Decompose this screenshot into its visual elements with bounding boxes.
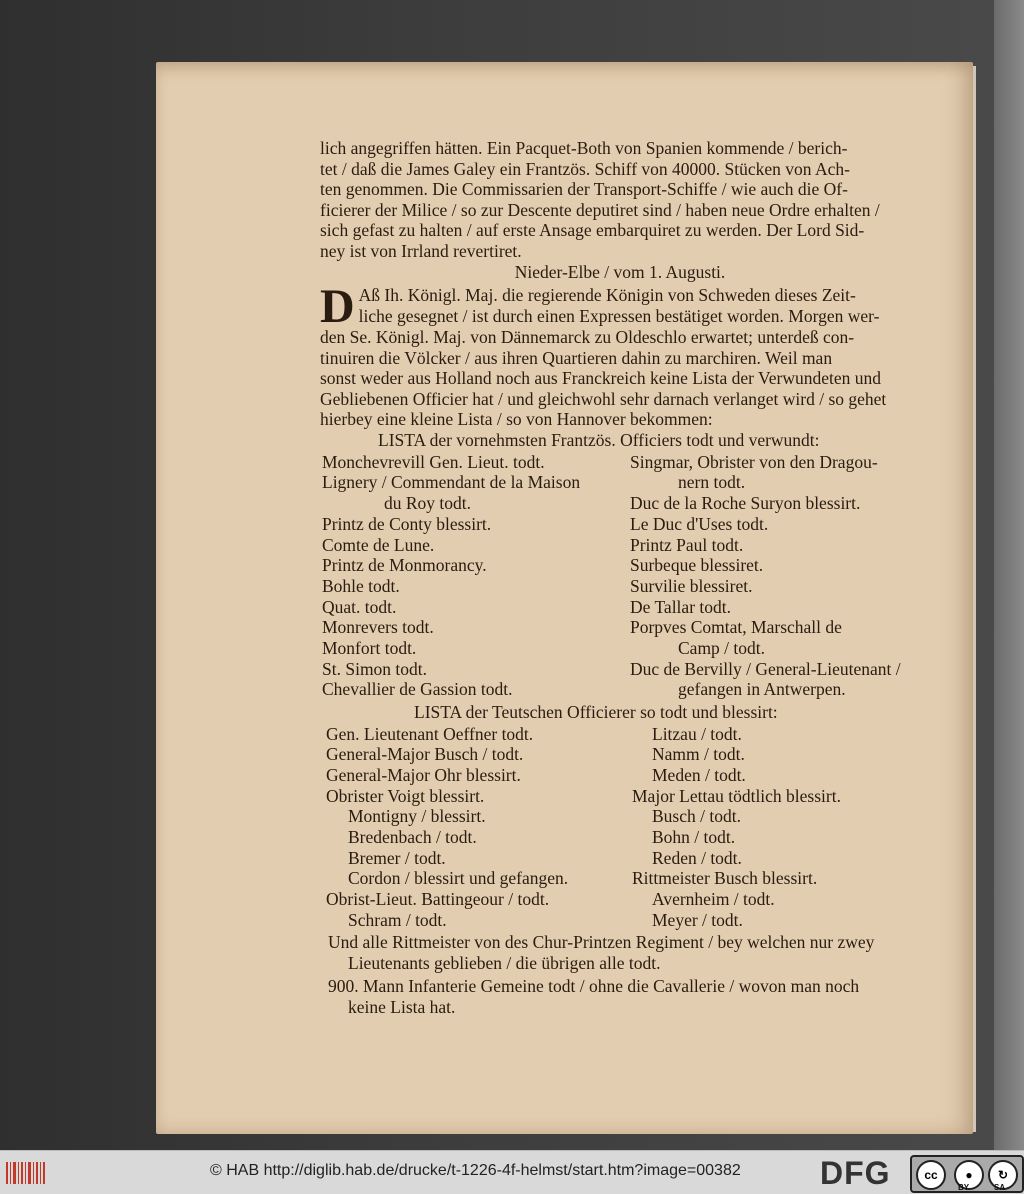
list1-right-item: Duc de Bervilly / General-Lieutenant /: [630, 659, 901, 679]
list2-left-item: Bremer / todt.: [348, 848, 446, 868]
list1-right-item: Printz Paul todt.: [630, 535, 744, 555]
list2-right-item: Avernheim / todt.: [652, 889, 775, 909]
by-icon: ●: [954, 1160, 984, 1190]
list1-left-item: Chevallier de Gassion todt.: [322, 679, 513, 699]
para-line: den Se. Königl. Maj. von Dännemarck zu Oldeschlo erwartet; unterdeß con-: [320, 327, 855, 347]
closing-line: keine Lista hat.: [348, 997, 456, 1017]
list2-left-item: Schram / todt.: [348, 910, 447, 930]
drop-cap: D: [320, 280, 355, 333]
main-paragraph: [320, 280, 923, 430]
barcode-icon: [4, 1159, 48, 1187]
list1-right-item: Le Duc d'Uses todt.: [630, 514, 769, 534]
cc-license-badge[interactable]: [910, 1155, 1024, 1193]
by-label: BY: [958, 1183, 970, 1192]
intro-line: ney ist von Irrland revertiret.: [320, 240, 522, 261]
list1-right-item: Porpves Comtat, Marschall de: [630, 617, 842, 637]
list1-left-item: Quat. todt.: [322, 597, 397, 617]
list1-right-item: Duc de la Roche Suryon blessirt.: [630, 493, 861, 513]
intro-line: ficierer der Milice / so zur Descente deputiret sind / haben neue Ordre erhalten /: [320, 199, 880, 220]
list2-left-item: General-Major Busch / todt.: [326, 744, 524, 764]
list1-left-item: Printz de Conty blessirt.: [322, 514, 492, 534]
list2-left-item: General-Major Ohr blessirt.: [326, 765, 521, 785]
list2-left-item: Obrist-Lieut. Battingeour / todt.: [326, 889, 550, 909]
intro-line: ten genommen. Die Commissarien der Transport-Schiffe / wie auch die Of-: [320, 179, 848, 200]
list2-title: LISTA der Teutschen Officierer so todt und blessirt:: [414, 702, 778, 722]
list1-right-item: Surbeque blessiret.: [630, 555, 764, 575]
list1-right-item: De Tallar todt.: [630, 597, 731, 617]
closing-line: Lieutenants geblieben / die übrigen alle todt.: [348, 953, 661, 973]
list2-right-item: Bohn / todt.: [652, 827, 736, 847]
list1-right-item: gefangen in Antwerpen.: [678, 679, 846, 699]
list1-right-item: Camp / todt.: [678, 638, 766, 658]
list2-left-item: Cordon / blessirt und gefangen.: [348, 868, 569, 888]
source-url[interactable]: © HAB http://diglib.hab.de/drucke/t-1226-4f-helmst/start.htm?image=00382: [210, 1162, 741, 1179]
list1-left-item: Comte de Lune.: [322, 535, 435, 555]
intro-line: tet / daß die James Galey ein Frantzös. Schiff von 40000. Stücken von Ach-: [320, 158, 850, 179]
intro-line: sich gefast zu halten / auf erste Ansage embarquiret zu werden. Der Lord Sid-: [320, 220, 865, 241]
sa-label: SA: [994, 1183, 1006, 1192]
scanner-edge: [994, 0, 1024, 1150]
sa-icon: ↻: [988, 1160, 1018, 1190]
list2-right-item: Meden / todt.: [652, 765, 746, 785]
list1-right-item: Survilie blessiret.: [630, 576, 753, 596]
list2-left-item: Bredenbach / todt.: [348, 827, 477, 847]
list2-right-item: Meyer / todt.: [652, 910, 743, 930]
list1-right-item: Singmar, Obrister von den Dragou-: [630, 452, 878, 472]
list1-left-item: St. Simon todt.: [322, 659, 428, 679]
para-line: liche gesegnet / ist durch einen Expressen bestätiget worden. Morgen wer-: [358, 305, 880, 326]
list2-left-item: Gen. Lieutenant Oeffner todt.: [326, 724, 534, 744]
list1-left-item: du Roy todt.: [384, 493, 472, 513]
list1-left-item: Printz de Monmorancy.: [322, 555, 487, 575]
closing-line: Und alle Rittmeister von des Chur-Printzen Regiment / bey welchen nur zwey: [328, 932, 875, 952]
para-line: sonst weder aus Holland noch aus Franckreich keine Lista der Verwundeten und: [320, 368, 881, 389]
para-line: hierbey eine kleine Lista / so von Hannover bekommen:: [320, 409, 713, 430]
viewer-footer: [0, 1150, 1024, 1194]
list2-left-item: Obrister Voigt blessirt.: [326, 786, 485, 806]
list1-right-item: nern todt.: [678, 472, 746, 492]
closing-line: 900. Mann Infanterie Gemeine todt / ohne die Cavallerie / wovon man noch: [328, 976, 860, 996]
list1-left-item: Monchevrevill Gen. Lieut. todt.: [322, 452, 545, 472]
para-line: Aß Ih. Königl. Maj. die regierende Königin von Schweden dieses Zeit-: [358, 285, 856, 305]
para-line: Gebliebenen Officier hat / und gleichwohl sehr darnach verlanget wird / so gehet: [320, 388, 887, 409]
list2-right-item: Reden / todt.: [652, 848, 742, 868]
list1-title: LISTA der vornehmsten Frantzös. Officiers todt und verwundt:: [378, 430, 820, 450]
intro-line: lich angegriffen hätten. Ein Pacquet-Both von Spanien kommende / berich-: [320, 138, 848, 158]
dfg-logo[interactable]: DFG: [820, 1155, 891, 1191]
list2-right-item: Litzau / todt.: [652, 724, 742, 744]
intro-paragraph: [320, 138, 923, 262]
cc-icon: cc: [916, 1160, 946, 1190]
list1-left-item: Monrevers todt.: [322, 617, 434, 637]
list2-right-item: Busch / todt.: [652, 806, 741, 826]
list1-left-item: Monfort todt.: [322, 638, 417, 658]
list1-left-item: Bohle todt.: [322, 576, 400, 596]
para-line: tinuiren die Völcker / aus ihren Quartieren dahin zu marchiren. Weil man: [320, 347, 833, 368]
list1-left-item: Lignery / Commendant de la Maison: [322, 472, 581, 492]
list2-left-item: Montigny / blessirt.: [348, 806, 486, 826]
list2-right-item: Major Lettau tödtlich blessirt.: [632, 786, 841, 806]
dateline: Nieder-Elbe / vom 1. Augusti.: [514, 262, 726, 282]
list2-right-item: Rittmeister Busch blessirt.: [632, 868, 818, 888]
list2-right-item: Namm / todt.: [652, 744, 745, 764]
